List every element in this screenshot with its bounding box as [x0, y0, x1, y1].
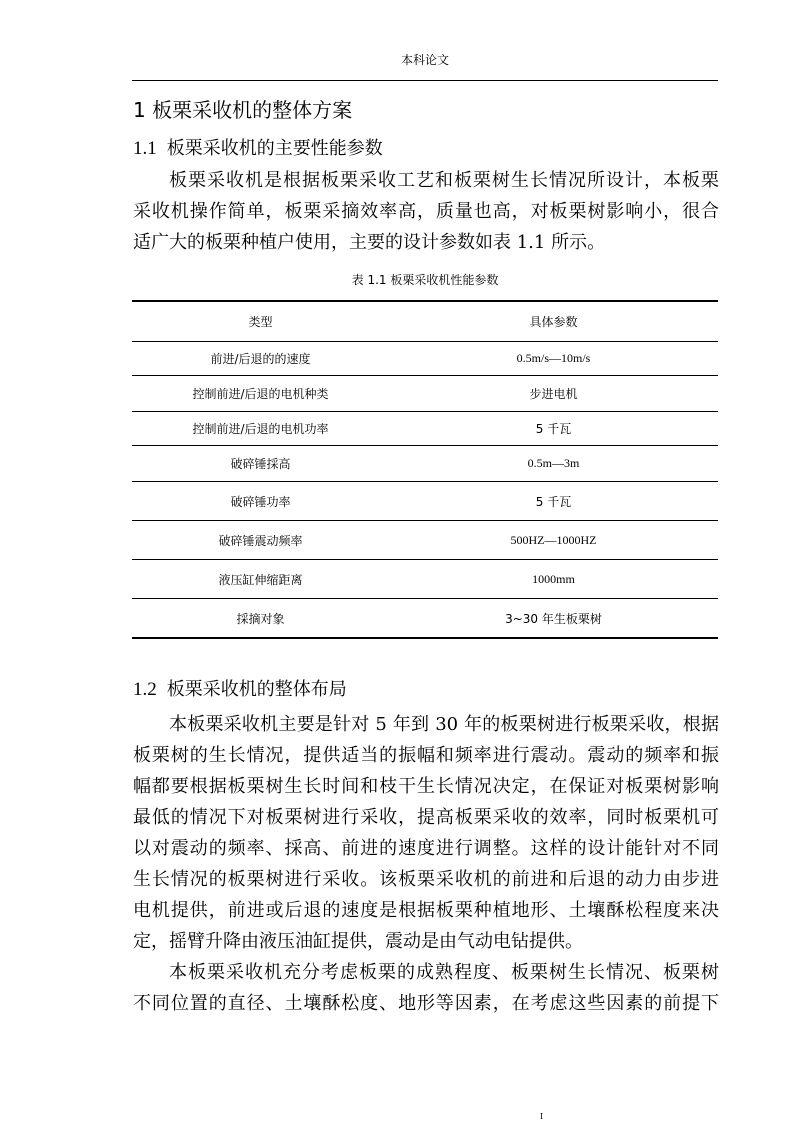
paragraph-line: 以对震动的频率、採高、前进的速度进行调整。这样的设计能针对不同 — [133, 838, 719, 859]
table-row — [132, 376, 718, 412]
param-type: 控制前进/后退的电机种类 — [132, 376, 389, 412]
param-type: 液压缸伸缩距离 — [132, 560, 389, 599]
paragraph-line: 电机提供，前进或后退的速度是根据板栗种植地形、土壤酥松程度来决 — [133, 900, 719, 921]
section-title: 板栗采收机的主要性能参数 — [166, 138, 383, 159]
param-type: 控制前进/后退的电机功率 — [132, 412, 389, 446]
param-value: 5 千瓦 — [389, 482, 718, 521]
paragraph-line: 板栗树的生长情况，提供适当的振幅和频率进行震动。震动的频率和振 — [133, 745, 719, 766]
param-value: 0.5m/s—10m/s — [389, 342, 718, 376]
section-number: 1.2 — [133, 679, 157, 700]
table-row — [132, 482, 718, 521]
paragraph-line: 适广大的板栗种植户使用，主要的设计参数如表 1.1 所示。 — [133, 232, 606, 253]
column-header-type: 类型 — [132, 301, 389, 342]
param-type: 採摘对象 — [236, 611, 285, 626]
paragraph-line: 幅都要根据板栗树生长时间和枝干生长情况决定，在保证对板栗树影响 — [133, 776, 719, 797]
paragraph-line: 最低的情况下对板栗树进行采收，提高板栗采收的效率，同时板栗机可 — [133, 807, 719, 828]
paragraph-line: 本板栗采收机主要是针对 5 年到 30 年的板栗树进行板栗采收，根据 — [169, 714, 719, 735]
paragraph-line: 采收机操作简单，板栗采摘效率高，质量也高，对板栗树影响小，很合 — [133, 201, 719, 222]
table-caption: 表 1.1 板栗采收机性能参数 — [351, 273, 499, 287]
param-value: 3~30 年生板栗树 — [505, 611, 602, 626]
intro-paragraph — [133, 165, 719, 258]
header-rule — [132, 80, 718, 81]
table-row — [132, 521, 718, 560]
paragraph-line: 板栗采收机是根据板栗采收工艺和板栗树生长情况所设计，本板栗 — [169, 170, 719, 191]
section-number: 1.1 — [133, 138, 157, 159]
table-row — [132, 599, 718, 639]
param-value: 0.5m—3m — [389, 446, 718, 482]
table-header-row — [132, 301, 718, 342]
paragraph-line: 本板栗采收机充分考虑板栗的成熟程度、板栗树生长情况、板栗树 — [169, 962, 719, 983]
section-title: 板栗采收机的整体布局 — [166, 679, 347, 700]
page-number: I — [540, 1112, 544, 1121]
table-row — [132, 412, 718, 446]
section-heading-1-2 — [133, 675, 347, 705]
param-value: 500HZ—1000HZ — [389, 521, 718, 560]
table-row — [132, 560, 718, 599]
paragraph-line: 不同位置的直径、土壤酥松度、地形等因素，在考虑这些因素的前提下 — [133, 993, 719, 1014]
table-row — [132, 446, 718, 482]
column-header-value: 具体参数 — [389, 301, 718, 342]
layout-paragraph-1 — [133, 709, 719, 957]
param-value: 1000mm — [389, 560, 718, 599]
param-value: 5 千瓦 — [389, 412, 718, 446]
layout-paragraph-2 — [133, 957, 719, 1019]
chapter-heading: 1 板栗采收机的整体方案 — [133, 98, 353, 122]
paragraph-line: 定，摇臂升降由液压油缸提供，震动是由气动电钻提供。 — [133, 931, 583, 952]
param-type: 破碎锤功率 — [132, 482, 389, 521]
page-header: 本科论文 — [400, 53, 449, 67]
param-type: 破碎锤採高 — [132, 446, 389, 482]
paragraph-line: 生长情况的板栗树进行采收。该板栗采收机的前进和后退的动力由步进 — [133, 869, 719, 890]
param-type: 前进/后退的的速度 — [132, 342, 389, 376]
table-row — [132, 342, 718, 376]
section-heading-1-1 — [133, 134, 383, 164]
param-value: 步进电机 — [389, 376, 718, 412]
parameters-table — [132, 300, 718, 639]
param-type: 破碎锤震动频率 — [132, 521, 389, 560]
